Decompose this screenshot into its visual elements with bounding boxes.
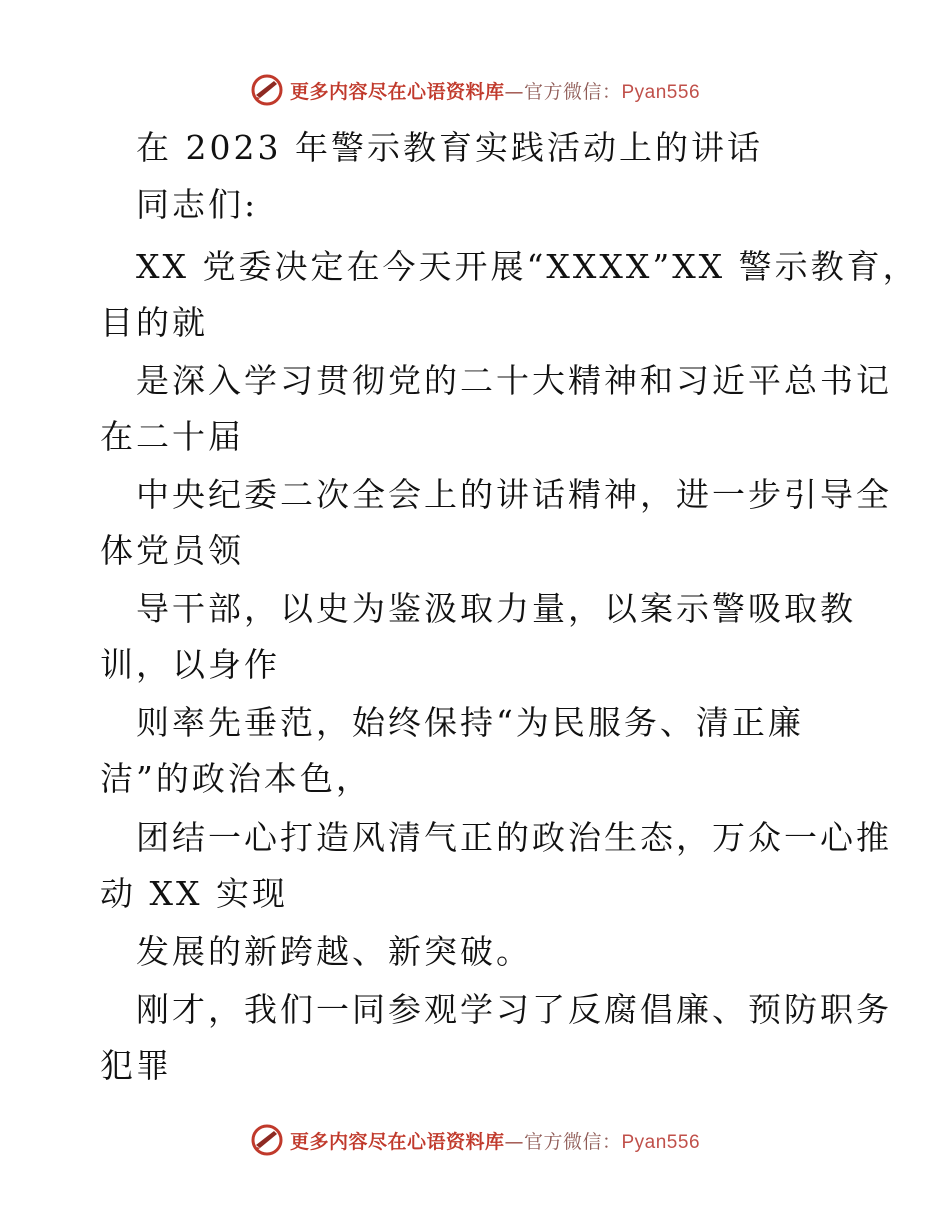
watermark-wechat-id: Pyan556	[621, 1131, 701, 1153]
paragraph-line: 刚才，我们一同参观学习了反腐倡廉、预防职务	[136, 990, 892, 1029]
watermark-brand: 更多内容尽在心语资料库	[289, 80, 505, 103]
watermark-wechat-label: 官方微信：	[523, 80, 622, 103]
watermark-text	[290, 1127, 700, 1154]
header-watermark	[0, 70, 950, 110]
paragraph-line: 训，以身作	[100, 645, 280, 684]
pen-circle-logo-icon	[250, 1123, 284, 1157]
pen-circle-logo-icon	[250, 73, 284, 107]
watermark-wechat-label: 官方微信：	[523, 1130, 622, 1153]
watermark-dash: —	[504, 1130, 524, 1153]
paragraph-line: 发展的新跨越、新突破。	[136, 932, 532, 971]
paragraph-line: 在二十届	[100, 417, 244, 456]
paragraph-line: 洁”的政治本色，	[100, 759, 372, 798]
watermark-brand: 更多内容尽在心语资料库	[289, 1130, 505, 1153]
watermark-dash: —	[504, 80, 524, 103]
paragraph-line: 中央纪委二次全会上的讲话精神，进一步引导全	[136, 475, 892, 514]
paragraph-line: 动 XX 实现	[100, 874, 288, 913]
watermark-text	[290, 77, 700, 104]
paragraph-line: 则率先垂范，始终保持“为民服务、清正廉	[136, 703, 804, 742]
watermark-wechat-id: Pyan556	[621, 81, 701, 103]
footer-watermark	[0, 1120, 950, 1160]
paragraph-line: 团结一心打造风清气正的政治生态，万众一心推	[136, 818, 892, 857]
paragraph-line: 目的就	[100, 303, 208, 342]
paragraph-line: XX 党委决定在今天开展“XXXX”XX 警示教育，	[136, 247, 919, 286]
paragraph-line: 是深入学习贯彻党的二十大精神和习近平总书记	[136, 361, 892, 400]
paragraph-line: 犯罪	[100, 1046, 172, 1085]
paragraph-line: 体党员领	[100, 531, 244, 570]
salutation: 同志们:	[136, 185, 259, 224]
document-title: 在 2023 年警示教育实践活动上的讲话	[136, 128, 763, 167]
paragraph-line: 导干部，以史为鉴汲取力量，以案示警吸取教	[136, 589, 856, 628]
